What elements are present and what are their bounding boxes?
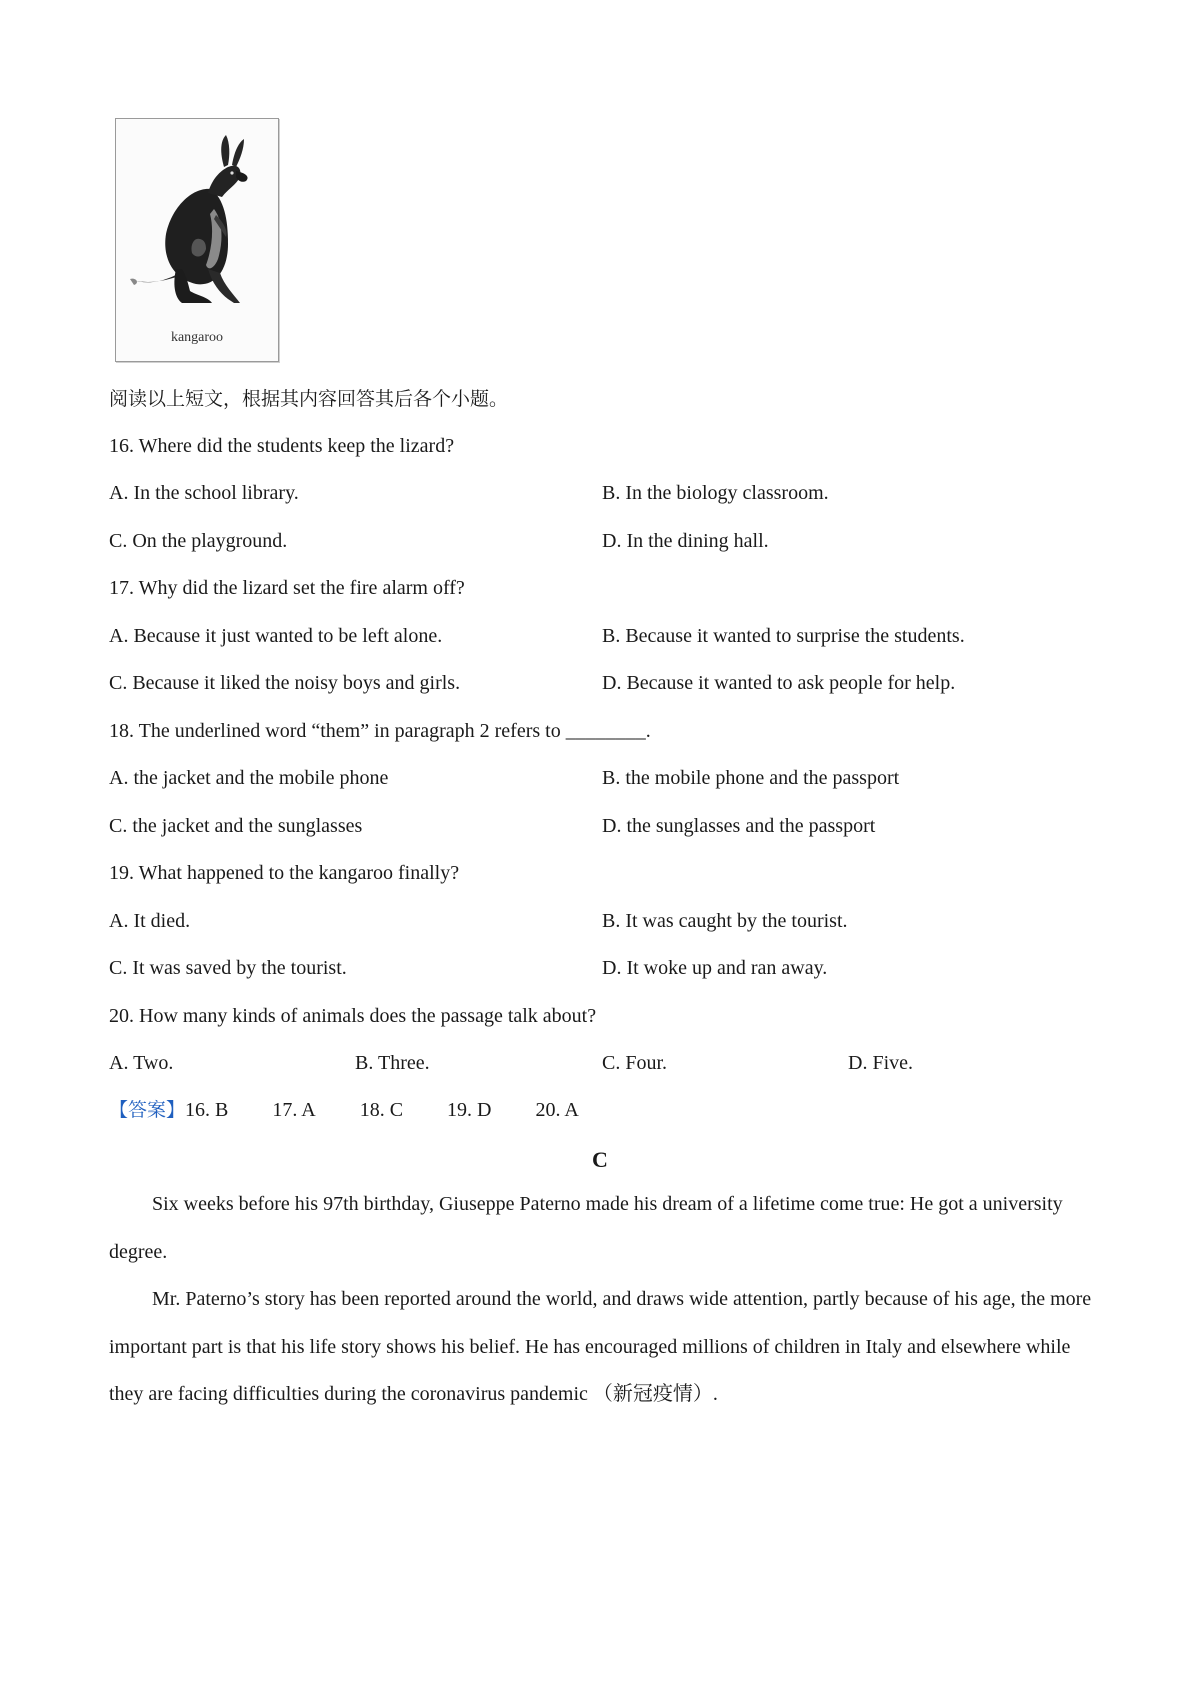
answer-item: 17. A (272, 1099, 316, 1121)
question-18-option-d: D. the sunglasses and the passport (602, 815, 876, 837)
question-18-option-b: B. the mobile phone and the passport (602, 767, 900, 789)
question-17-option-c: C. Because it liked the noisy boys and girls. (109, 672, 461, 694)
question-16-option-c: C. On the playground. (109, 530, 288, 552)
question-17-option-d: D. Because it wanted to ask people for help. (602, 672, 956, 694)
question-16-option-b: B. In the biology classroom. (602, 482, 829, 504)
question-17-stem: 17. Why did the lizard set the fire alarm off? (109, 577, 465, 599)
reading-instruction: 阅读以上短文，根据其内容回答其后各个小题。 (109, 388, 509, 410)
question-19-option-b: B. It was caught by the tourist. (602, 910, 848, 932)
answer-item: 19. D (447, 1099, 492, 1121)
kangaroo-icon (116, 119, 278, 334)
passage-paragraph: Mr. Paterno’s story has been reported around the world, and draws wide attention, partly because of his age, the more important part is that his life story shows his belief. He has encouraged millions of children in Italy and elsewhere while they are facing difficulties during the coronavirus pandemic （新冠疫情）. (109, 1288, 1092, 1405)
question-19-option-a: A. It died. (109, 910, 191, 932)
answer-item: 20. A (535, 1099, 579, 1121)
question-16-stem: 16. Where did the students keep the lizard? (109, 435, 455, 457)
kangaroo-figure (115, 118, 279, 362)
question-16-option-a: A. In the school library. (109, 482, 299, 504)
passage-paragraph: Six weeks before his 97th birthday, Giuseppe Paterno made his dream of a lifetime come true: He got a university degree. (109, 1193, 1063, 1263)
question-18-option-a: A. the jacket and the mobile phone (109, 767, 389, 789)
question-20-option-c: C. Four. (602, 1052, 668, 1074)
question-18-option-c: C. the jacket and the sunglasses (109, 815, 363, 837)
question-17-option-a: A. Because it just wanted to be left alone. (109, 625, 443, 647)
question-19-stem: 19. What happened to the kangaroo finally? (109, 862, 460, 884)
question-19-option-d: D. It woke up and ran away. (602, 957, 828, 979)
question-18-stem: 18. The underlined word “them” in paragraph 2 refers to ________. (109, 720, 651, 742)
answer-item: 16. B (185, 1099, 229, 1121)
question-20-stem: 20. How many kinds of animals does the passage talk about? (109, 1005, 597, 1027)
figure-caption: kangaroo (170, 330, 224, 345)
question-20-option-a: A. Two. (109, 1052, 174, 1074)
question-19-option-c: C. It was saved by the tourist. (109, 957, 347, 979)
answer-item: 18. C (359, 1099, 404, 1121)
section-heading: C (592, 1147, 608, 1172)
question-16-option-d: D. In the dining hall. (602, 530, 769, 552)
question-20-option-d: D. Five. (848, 1052, 913, 1074)
question-17-option-b: B. Because it wanted to surprise the students. (602, 625, 965, 647)
answer-tag: 【答案】 (109, 1099, 186, 1121)
question-20-option-b: B. Three. (355, 1052, 430, 1074)
answer-key (109, 1098, 579, 1122)
